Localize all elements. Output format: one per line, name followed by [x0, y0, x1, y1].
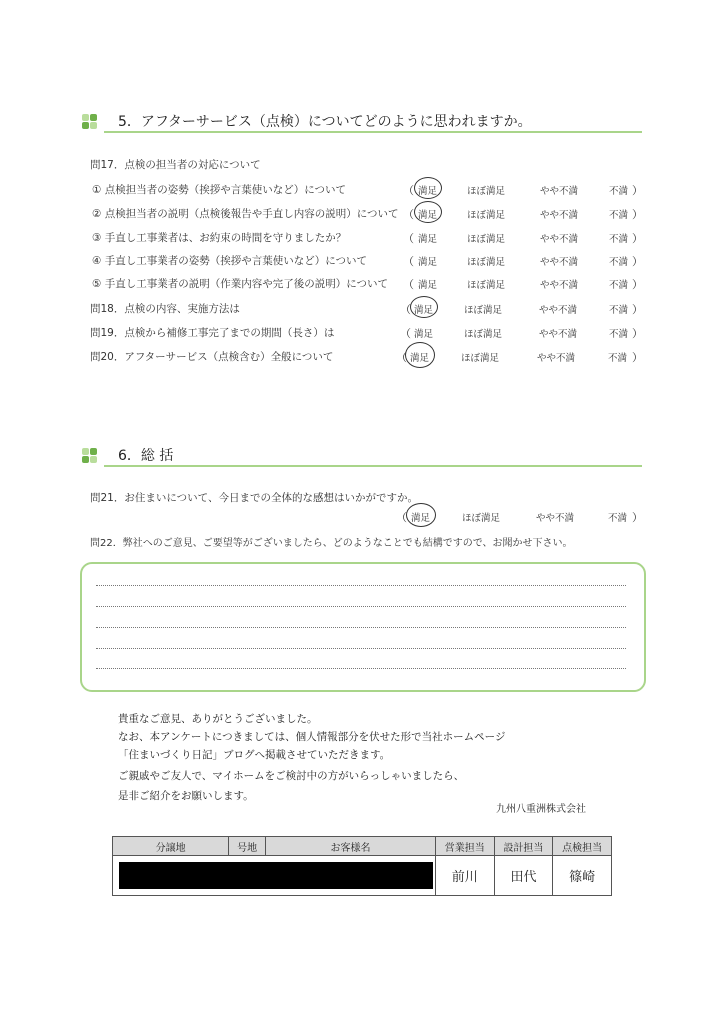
option-dissatisfied[interactable]: 不満 [609, 329, 629, 340]
q17-subitem-1: ① 点検担当者の姿勢（挨拶や言葉使いなど）について [92, 184, 347, 196]
option-somewhat-dissatisfied[interactable]: やや不満 [537, 353, 576, 364]
closing-line-4: ご親戚やご友人で、マイホームをご検討中の方がいらっしゃいましたら、 [118, 770, 465, 782]
staff-table-row [113, 856, 612, 896]
close-paren: ） [632, 208, 643, 221]
question-22: 問22．弊社へのご意見、ご要望等がございましたら、どのようなことでも結構ですので、お聞かせ下さい。 [90, 538, 573, 549]
q17-subitem-4: ④ 手直し工事業者の姿勢（挨拶や言葉使いなど）について [92, 255, 368, 267]
header-sales-rep: 営業担当 [435, 837, 494, 856]
open-paren: （ [403, 255, 414, 268]
close-paren: ） [632, 303, 643, 316]
header-lot-number: 号地 [229, 837, 266, 856]
q17-subitem-3: ③ 手直し工事業者は、お約束の時間を守りましたか？ [92, 232, 347, 244]
question-18: 問18．点検の内容、実施方法は [90, 303, 240, 315]
option-mostly-satisfied[interactable]: ほぼ満足 [467, 210, 506, 221]
option-satisfied[interactable]: 満足 [418, 210, 438, 221]
option-somewhat-dissatisfied[interactable]: やや不満 [539, 305, 578, 316]
option-mostly-satisfied[interactable]: ほぼ満足 [467, 280, 506, 291]
option-dissatisfied[interactable]: 不満 [609, 280, 629, 291]
option-satisfied[interactable]: 満足 [414, 329, 434, 340]
open-paren: （ [400, 327, 411, 340]
section5-underline [104, 131, 642, 133]
question-17: 問17．点検の担当者の対応について [90, 159, 261, 171]
section6-underline [104, 465, 642, 467]
redacted-customer-info [113, 856, 436, 896]
option-satisfied[interactable]: 満足 [418, 280, 438, 291]
option-satisfied[interactable]: 満足 [418, 186, 438, 197]
option-satisfied[interactable]: 満足 [418, 234, 438, 245]
question-21: 問21．お住まいについて、今日までの全体的な感想はいかがですか。 [90, 492, 418, 504]
staff-table-header [113, 837, 612, 856]
open-paren: （ [400, 303, 411, 316]
option-somewhat-dissatisfied[interactable]: やや不満 [536, 513, 575, 524]
option-satisfied[interactable]: 満足 [414, 305, 434, 316]
option-mostly-satisfied[interactable]: ほぼ満足 [462, 513, 501, 524]
q17-subitem-5: ⑤ 手直し工事業者の説明（作業内容や完了後の説明）について [92, 278, 389, 290]
option-mostly-satisfied[interactable]: ほぼ満足 [467, 234, 506, 245]
option-satisfied[interactable]: 満足 [411, 513, 431, 524]
option-somewhat-dissatisfied[interactable]: やや不満 [540, 186, 579, 197]
option-satisfied[interactable]: 満足 [410, 353, 430, 364]
option-somewhat-dissatisfied[interactable]: やや不満 [540, 234, 579, 245]
closing-line-3: 「住まいづくり日記」ブログへ掲載させていただきます。 [118, 749, 391, 761]
option-dissatisfied[interactable]: 不満 [609, 257, 629, 268]
design-rep-name: 田代 [494, 856, 553, 896]
section6-leaf-icon [82, 448, 98, 464]
comment-line [96, 648, 626, 649]
company-name: 九州八重洲株式会社 [496, 804, 586, 815]
section6-title: 6．総 括 [118, 448, 174, 464]
open-paren: （ [403, 184, 414, 197]
sales-rep-name: 前川 [435, 856, 494, 896]
option-dissatisfied[interactable]: 不満 [608, 513, 628, 524]
option-mostly-satisfied[interactable]: ほぼ満足 [464, 305, 503, 316]
staff-table [112, 836, 612, 896]
comment-line [96, 585, 626, 586]
close-paren: ） [632, 278, 643, 291]
open-paren: （ [396, 511, 407, 524]
section5-title: 5．アフターサービス（点検）についてどのように思われますか。 [118, 114, 532, 130]
close-paren: ） [632, 232, 643, 245]
header-subdivision: 分譲地 [113, 837, 229, 856]
question-19: 問19．点検から補修工事完了までの期間（長さ）は [90, 327, 335, 339]
option-dissatisfied[interactable]: 不満 [609, 305, 629, 316]
option-somewhat-dissatisfied[interactable]: やや不満 [539, 329, 578, 340]
option-dissatisfied[interactable]: 不満 [608, 353, 628, 364]
header-design-rep: 設計担当 [494, 837, 553, 856]
header-inspection-rep: 点検担当 [553, 837, 612, 856]
close-paren: ） [632, 327, 643, 340]
open-paren: （ [403, 208, 414, 221]
option-dissatisfied[interactable]: 不満 [609, 186, 629, 197]
option-somewhat-dissatisfied[interactable]: やや不満 [540, 257, 579, 268]
header-customer-name: お客様名 [266, 837, 436, 856]
open-paren: （ [403, 278, 414, 291]
comment-line [96, 668, 626, 669]
option-mostly-satisfied[interactable]: ほぼ満足 [467, 257, 506, 268]
comment-line [96, 606, 626, 607]
close-paren: ） [632, 184, 643, 197]
option-mostly-satisfied[interactable]: ほぼ満足 [467, 186, 506, 197]
option-dissatisfied[interactable]: 不満 [609, 210, 629, 221]
close-paren: ） [632, 511, 643, 524]
option-somewhat-dissatisfied[interactable]: やや不満 [540, 210, 579, 221]
inspection-rep-name: 篠崎 [553, 856, 612, 896]
closing-line-1: 貴重なご意見、ありがとうございました。 [118, 713, 318, 725]
comment-line [96, 627, 626, 628]
option-mostly-satisfied[interactable]: ほぼ満足 [464, 329, 503, 340]
redaction-bar [119, 862, 433, 889]
option-somewhat-dissatisfied[interactable]: やや不満 [540, 280, 579, 291]
section5-leaf-icon [82, 114, 98, 130]
question-20: 問20．アフターサービス（点検含む）全般について [90, 351, 334, 363]
closing-line-2: なお、本アンケートにつきましては、個人情報部分を伏せた形で当社ホームページ [118, 731, 506, 743]
option-satisfied[interactable]: 満足 [418, 257, 438, 268]
option-dissatisfied[interactable]: 不満 [609, 234, 629, 245]
q17-subitem-2: ② 点検担当者の説明（点検後報告や手直し内容の説明）について [92, 208, 399, 220]
open-paren: （ [396, 351, 407, 364]
close-paren: ） [632, 351, 643, 364]
open-paren: （ [403, 232, 414, 245]
closing-line-5: 是非ご紹介をお願いします。 [118, 790, 254, 802]
close-paren: ） [632, 255, 643, 268]
option-mostly-satisfied[interactable]: ほぼ満足 [461, 353, 500, 364]
